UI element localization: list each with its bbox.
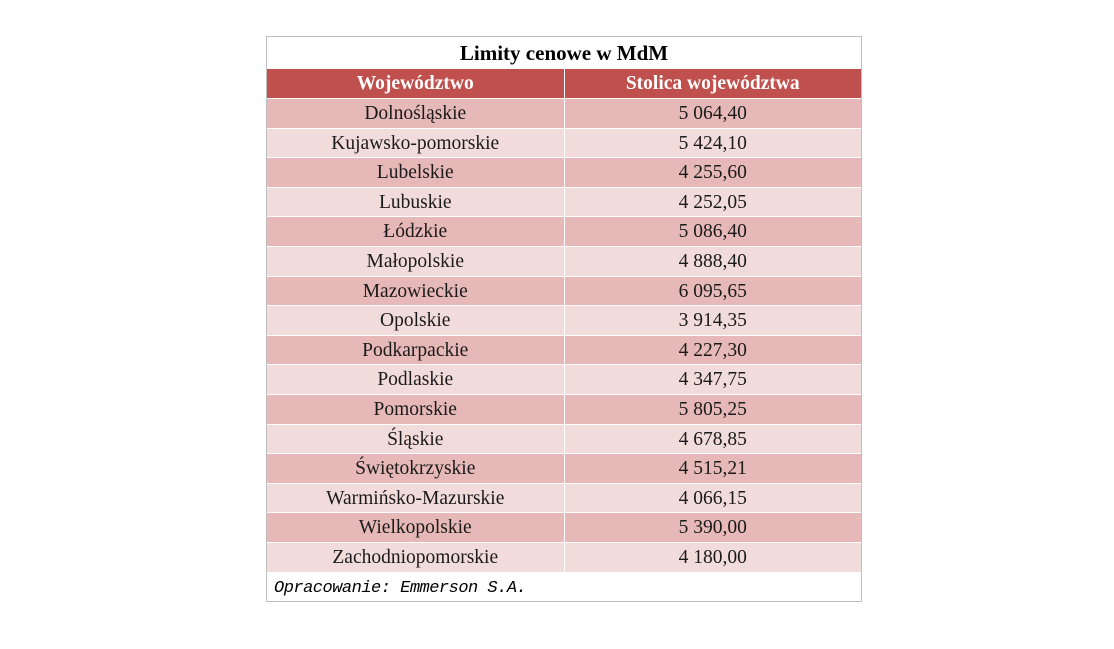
table-row: [267, 157, 861, 187]
region-cell: Podlaskie: [377, 369, 454, 391]
value-cell: 4 515,21: [564, 454, 862, 483]
table-row: [267, 98, 861, 128]
table-row: [267, 128, 861, 158]
value-cell: 4 180,00: [564, 543, 862, 572]
column-header-capital: Stolica województwa: [564, 69, 862, 98]
region-cell: Zachodniopomorskie: [332, 546, 499, 568]
value-cell: 5 805,25: [564, 395, 862, 424]
value-cell: 3 914,35: [564, 306, 862, 335]
table-row: [267, 542, 861, 572]
table-title: Limity cenowe w MdM: [459, 41, 669, 65]
region-cell: Podkarpackie: [362, 339, 469, 361]
table-row: [267, 394, 861, 424]
table-row: [267, 483, 861, 513]
table-row: [267, 335, 861, 365]
table-row: [267, 453, 861, 483]
region-cell: Świętokrzyskie: [355, 458, 476, 480]
region-cell: Kujawsko-pomorskie: [331, 132, 500, 154]
region-cell: Dolnośląskie: [364, 103, 467, 124]
region-cell: Wielkopolskie: [358, 517, 472, 539]
table-header-row: [267, 68, 861, 98]
region-cell: Pomorskie: [373, 398, 457, 420]
price-limits-table: [266, 36, 862, 602]
region-cell: Lubuskie: [378, 191, 452, 213]
region-cell: Mazowieckie: [362, 280, 468, 302]
region-cell: Lubelskie: [376, 162, 454, 184]
value-cell: 4 347,75: [564, 365, 862, 394]
region-cell: Łódzkie: [383, 221, 448, 243]
value-cell: 5 086,40: [564, 217, 862, 246]
value-cell: 5 424,10: [564, 129, 862, 158]
value-cell: 4 255,60: [564, 158, 862, 187]
region-cell: Małopolskie: [366, 250, 464, 272]
region-cell: Warmińsko-Mazurskie: [326, 487, 505, 509]
table-row: [267, 364, 861, 394]
value-cell: 4 252,05: [564, 188, 862, 217]
value-cell: 4 678,85: [564, 425, 862, 454]
table-row: [267, 276, 861, 306]
table-row: [267, 512, 861, 542]
value-cell: 4 066,15: [564, 484, 862, 513]
table-row: [267, 424, 861, 454]
value-cell: 4 227,30: [564, 336, 862, 365]
table-row: [267, 187, 861, 217]
value-cell: 5 390,00: [564, 513, 862, 542]
table-source-note: Opracowanie: Emmerson S.A.: [274, 578, 527, 598]
column-header-region: Województwo: [356, 73, 474, 94]
table-row: [267, 216, 861, 246]
region-cell: Śląskie: [387, 428, 444, 450]
value-cell: 4 888,40: [564, 247, 862, 276]
value-cell: 5 064,40: [564, 99, 862, 128]
table-row: [267, 246, 861, 276]
region-cell: Opolskie: [380, 310, 451, 332]
table-row: [267, 305, 861, 335]
value-cell: 6 095,65: [564, 277, 862, 306]
